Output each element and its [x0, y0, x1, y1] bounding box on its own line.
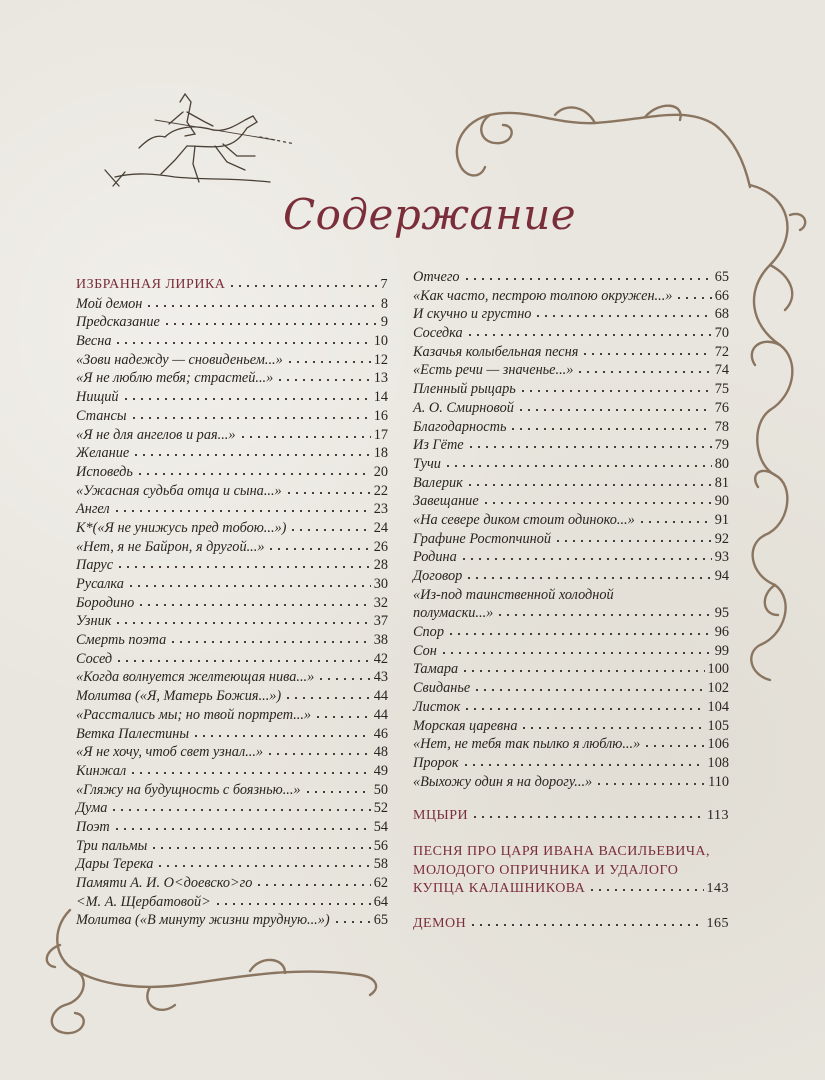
toc-entry-title: Графине Ростопчиной	[413, 530, 552, 547]
dot-leader	[463, 271, 712, 281]
scroll-ornament-right	[730, 175, 820, 695]
dot-leader	[129, 765, 370, 775]
toc-entry[interactable]	[413, 324, 729, 343]
toc-page-number: 72	[714, 343, 729, 360]
toc-page-number: 8	[380, 295, 388, 312]
dot-leader	[638, 514, 712, 524]
toc-entry[interactable]	[76, 407, 388, 426]
toc-entry[interactable]	[76, 351, 388, 370]
toc-entry-title: Сон	[413, 642, 437, 659]
toc-entry[interactable]	[413, 604, 729, 623]
toc-entry-title: Русалка	[76, 576, 124, 592]
toc-page-number: 79	[714, 437, 729, 454]
toc-entry-title: ИЗБРАННАЯ ЛИРИКА	[76, 277, 226, 292]
toc-page-number: 52	[373, 800, 388, 817]
toc-page-number: 7	[380, 277, 388, 292]
dot-leader	[255, 877, 370, 887]
dot-leader	[576, 364, 711, 374]
toc-entry[interactable]	[76, 556, 388, 575]
toc-page-number: 113	[707, 808, 729, 824]
toc-entry[interactable]	[413, 698, 729, 717]
toc-page-number: 44	[373, 706, 388, 723]
dot-leader	[137, 597, 370, 607]
toc-entry[interactable]	[413, 287, 729, 306]
dot-leader	[467, 439, 712, 449]
toc-page-number: 46	[373, 725, 388, 742]
toc-entry-title: Ангел	[76, 501, 110, 518]
toc-entry[interactable]	[413, 623, 729, 642]
toc-page-number: 106	[707, 736, 729, 753]
toc-page-number: 58	[373, 856, 388, 873]
dot-leader	[304, 784, 371, 794]
scroll-ornament-top	[445, 95, 755, 190]
toc-entry[interactable]	[76, 500, 388, 519]
toc-entry[interactable]	[413, 380, 729, 399]
toc-entry-title: Стансы	[76, 407, 127, 424]
toc-entry-title: «Когда волнуется желтеющая нива...»	[76, 669, 315, 686]
toc-entry-title: «Я не хочу, чтоб свет узнал...»	[76, 744, 264, 761]
toc-entry-title: Поэт	[76, 818, 110, 835]
toc-page-number: 26	[373, 538, 388, 555]
dot-leader	[116, 559, 371, 569]
toc-column-left	[76, 276, 388, 930]
dot-leader	[554, 533, 712, 543]
toc-entry-title: Смерть поэта	[76, 632, 167, 649]
toc-entry[interactable]	[413, 268, 729, 287]
dot-leader	[169, 634, 370, 644]
toc-entry[interactable]	[76, 388, 388, 407]
toc-page-number: 65	[714, 269, 729, 285]
dot-leader	[276, 372, 370, 382]
toc-entry[interactable]	[76, 668, 388, 687]
toc-page-number: 94	[714, 568, 729, 584]
toc-entry-title: К*(«Я не унижусь пред тобою...»)	[76, 519, 287, 536]
toc-entry[interactable]	[76, 612, 388, 631]
dot-leader	[150, 840, 370, 850]
toc-page-number: 16	[373, 407, 388, 424]
toc-entry[interactable]	[76, 781, 388, 800]
toc-page-number: 38	[373, 632, 388, 649]
toc-page-number: 165	[706, 915, 729, 931]
toc-entry-title: Три пальмы	[76, 837, 148, 854]
dot-leader	[114, 335, 370, 345]
toc-entry[interactable]	[413, 567, 729, 586]
toc-entry-title: «Зови надежду — сновиденьем...»	[76, 351, 283, 368]
toc-entry[interactable]	[413, 530, 729, 549]
toc-page-number: 56	[373, 837, 388, 854]
toc-page-number: 75	[714, 381, 729, 398]
toc-entry-title: Узник	[76, 613, 112, 630]
toc-entry[interactable]	[413, 305, 729, 324]
dot-leader	[595, 776, 705, 786]
toc-entry[interactable]	[413, 399, 729, 418]
toc-page-number: 76	[714, 399, 729, 416]
dot-leader	[675, 290, 711, 300]
toc-entry-title: Парус	[76, 557, 114, 574]
toc-entry-title: Пленный рыцарь	[413, 381, 516, 398]
toc-column-right	[413, 268, 729, 933]
toc-entry-title: Пророк	[413, 754, 459, 771]
toc-entry-title: Тамара	[413, 661, 459, 678]
dot-leader	[581, 346, 711, 356]
toc-entry-title: «Ужасная судьба отца и сына...»	[76, 482, 282, 499]
dot-leader	[460, 551, 712, 561]
toc-page-number: 99	[714, 642, 729, 659]
toc-page-number: 14	[373, 389, 388, 406]
toc-entry[interactable]	[76, 911, 388, 930]
toc-entry[interactable]	[413, 642, 729, 661]
toc-entry[interactable]	[413, 660, 729, 679]
toc-page-number: 108	[707, 754, 729, 771]
toc-entry[interactable]	[413, 511, 729, 530]
toc-entry-title: Мой демон	[76, 295, 143, 312]
toc-entry[interactable]	[76, 762, 388, 781]
toc-entry-title: Соседка	[413, 325, 463, 342]
toc-page-number: 96	[714, 624, 729, 641]
toc-section-title-line: МОЛОДОГО ОПРИЧНИКА И УДАЛОГО	[413, 862, 679, 878]
toc-page-number: 22	[373, 482, 388, 499]
dot-leader	[113, 503, 371, 513]
dot-leader	[122, 391, 371, 401]
dot-leader	[520, 720, 704, 730]
toc-entry-title: Памяти А. И. О<доевско>го	[76, 875, 253, 891]
dot-leader	[214, 896, 371, 906]
toc-entry-title: Нищий	[76, 389, 119, 406]
toc-entry-title: «Нет, не тебя так пылко я люблю...»	[413, 736, 641, 753]
toc-page-number: 105	[707, 717, 729, 734]
toc-entry[interactable]	[76, 295, 388, 314]
toc-entry-title: «Я не для ангелов и рая...»	[76, 426, 236, 443]
dot-leader	[163, 316, 378, 326]
dot-leader	[466, 477, 712, 487]
dot-leader	[643, 738, 704, 748]
toc-page-number: 78	[714, 418, 729, 435]
toc-page-number: 32	[373, 594, 388, 611]
dot-leader	[466, 327, 712, 337]
dot-leader	[461, 663, 704, 673]
toc-page-number: 93	[714, 549, 729, 566]
toc-page-number: 92	[714, 530, 729, 547]
dot-leader	[136, 466, 371, 476]
toc-page-number: 54	[373, 818, 388, 835]
toc-entry-title: Морская царевна	[413, 717, 518, 734]
toc-page-number: 102	[707, 680, 729, 697]
toc-page-number: 74	[714, 362, 729, 379]
toc-page-number: 65	[373, 912, 388, 929]
toc-entry[interactable]	[76, 313, 388, 332]
toc-entry-title: «Как часто, пестрою толпою окружен...»	[413, 287, 673, 304]
toc-entry-title: Молитва («В минуту жизни трудную...»)	[76, 912, 330, 929]
dot-leader	[130, 410, 371, 420]
toc-entry-title: МЦЫРИ	[413, 808, 469, 824]
dot-leader	[471, 809, 704, 819]
toc-entry-title: И скучно и грустно	[413, 306, 532, 323]
toc-page-number: 62	[373, 875, 388, 891]
toc-entry[interactable]	[76, 538, 388, 557]
toc-entry-title: Желание	[76, 445, 130, 462]
toc-entry[interactable]	[413, 455, 729, 474]
toc-page-number: 68	[714, 306, 729, 323]
toc-entry-title-line: «Из-под таинственной холодной	[413, 586, 614, 603]
toc-entry-title: Договор	[413, 568, 463, 584]
toc-page-number: 37	[373, 613, 388, 630]
dot-leader	[444, 458, 712, 468]
dot-leader	[284, 690, 371, 700]
dot-leader	[127, 578, 371, 588]
dot-leader	[192, 728, 371, 738]
toc-page-number: 30	[373, 576, 388, 592]
toc-entry-title: «На севере диком стоит одиноко...»	[413, 511, 635, 528]
toc-entry[interactable]	[413, 717, 729, 736]
toc-entry-title: Казачья колыбельная песня	[413, 343, 579, 360]
toc-page-number: 43	[373, 669, 388, 686]
toc-entry-title: Отчего	[413, 269, 460, 285]
toc-entry-title: А. О. Смирновой	[413, 399, 514, 416]
dot-leader	[317, 671, 370, 681]
toc-entry[interactable]	[76, 444, 388, 463]
toc-entry[interactable]	[76, 575, 388, 594]
dot-leader	[113, 821, 371, 831]
toc-page-number: 66	[714, 287, 729, 304]
dot-leader	[266, 746, 371, 756]
toc-entry[interactable]	[76, 369, 388, 388]
toc-page-number: 44	[373, 688, 388, 705]
toc-section-entry[interactable]	[413, 880, 729, 899]
toc-entry-title: Бородино	[76, 594, 135, 611]
toc-page-number: 9	[380, 314, 388, 331]
dot-leader	[286, 354, 371, 364]
dot-leader	[473, 682, 704, 692]
toc-entry[interactable]	[76, 650, 388, 669]
toc-entry[interactable]	[413, 361, 729, 380]
toc-page-number: 23	[373, 501, 388, 518]
dot-leader	[482, 495, 712, 505]
toc-page-number: 110	[708, 773, 729, 790]
toc-entry[interactable]	[76, 631, 388, 650]
toc-page-number: 80	[714, 455, 729, 472]
dot-leader	[239, 429, 371, 439]
dot-leader	[447, 626, 712, 636]
toc-page-number: 18	[373, 445, 388, 462]
toc-entry-title: Из Гёте	[413, 437, 464, 454]
toc-section-entry[interactable]	[413, 807, 729, 826]
dot-leader	[228, 278, 377, 288]
toc-entry[interactable]	[76, 594, 388, 613]
toc-entry[interactable]	[413, 679, 729, 698]
toc-page-number: 13	[373, 370, 388, 387]
dot-leader	[132, 447, 370, 457]
toc-page-number: 24	[373, 519, 388, 536]
toc-entry-title: Свиданье	[413, 680, 471, 697]
toc-page-number: 143	[706, 880, 729, 896]
toc-entry[interactable]	[413, 735, 729, 754]
toc-entry-title: «Есть речи — значенье...»	[413, 362, 574, 379]
dot-leader	[333, 914, 371, 924]
toc-entry-title: «Расстались мы; но твой портрет...»	[76, 706, 312, 723]
toc-page-number: 20	[373, 463, 388, 480]
dot-leader	[534, 308, 711, 318]
toc-entry-title: Дары Терека	[76, 856, 154, 873]
toc-entry-title: Тучи	[413, 455, 441, 472]
toc-page-number: 10	[373, 333, 388, 350]
toc-entry-title: Молитва («Я, Матерь Божия...»)	[76, 688, 282, 705]
toc-entry[interactable]	[76, 818, 388, 837]
dot-leader	[519, 383, 712, 393]
dot-leader	[440, 645, 712, 655]
toc-entry[interactable]	[413, 418, 729, 437]
dot-leader	[267, 541, 370, 551]
toc-entry[interactable]	[76, 519, 388, 538]
toc-entry-title: Предсказание	[76, 314, 160, 331]
toc-entry-title: «Гляжу на будущность с боязнью...»	[76, 781, 301, 798]
toc-entry-title: ДЕМОН	[413, 915, 467, 931]
toc-entry[interactable]	[76, 482, 388, 501]
toc-entry[interactable]	[413, 754, 729, 773]
toc-entry-title: Завещание	[413, 493, 479, 510]
dot-leader	[463, 701, 704, 711]
toc-section-entry[interactable]	[76, 276, 388, 295]
toc-page-number: 42	[373, 650, 388, 667]
toc-entry[interactable]	[76, 874, 388, 893]
toc-page-number: 91	[714, 511, 729, 528]
toc-entry[interactable]	[76, 743, 388, 762]
toc-page-number: 49	[373, 762, 388, 779]
toc-entry-title: Спор	[413, 624, 444, 641]
toc-entry[interactable]	[76, 463, 388, 482]
dot-leader	[465, 570, 711, 580]
toc-entry[interactable]	[76, 332, 388, 351]
toc-entry[interactable]	[76, 687, 388, 706]
toc-entry[interactable]	[413, 474, 729, 493]
dot-leader	[285, 485, 371, 495]
toc-entry[interactable]	[413, 548, 729, 567]
dot-leader	[110, 802, 370, 812]
toc-entry[interactable]	[76, 837, 388, 856]
toc-page-number: 48	[373, 744, 388, 761]
toc-entry-title: Ветка Палестины	[76, 725, 190, 742]
toc-entry-title: Благодарность	[413, 418, 507, 435]
toc-entry-title: полумаски...»	[413, 605, 494, 622]
toc-page-number: 50	[373, 781, 388, 798]
toc-page-number: 81	[714, 474, 729, 491]
toc-entry[interactable]	[413, 773, 729, 792]
toc-entry-title: КУПЦА КАЛАШНИКОВА	[413, 880, 586, 896]
toc-section-title-line: ПЕСНЯ ПРО ЦАРЯ ИВАНА ВАСИЛЬЕВИЧА,	[413, 843, 711, 859]
horse-rider-illustration	[95, 82, 300, 197]
dot-leader	[145, 298, 378, 308]
toc-page-number: 90	[714, 493, 729, 510]
dot-leader	[588, 882, 703, 892]
dot-leader	[469, 917, 703, 927]
toc-page-number: 100	[707, 661, 729, 678]
toc-entry[interactable]	[76, 725, 388, 744]
toc-entry[interactable]	[76, 893, 388, 912]
toc-entry-title: Дума	[76, 800, 108, 817]
page-title: Содержание	[283, 190, 577, 239]
toc-entry-title: Весна	[76, 333, 112, 350]
dot-leader	[289, 522, 370, 532]
toc-entry-title: Валерик	[413, 474, 463, 491]
toc-entry-title: «Выхожу один я на дорогу...»	[413, 773, 593, 790]
dot-leader	[156, 858, 370, 868]
toc-entry-title: «Нет, я не Байрон, я другой...»	[76, 538, 265, 555]
toc-section-entry[interactable]	[413, 915, 729, 934]
toc-entry[interactable]	[413, 343, 729, 362]
dot-leader	[462, 757, 705, 767]
toc-entry-title: Сосед	[76, 650, 113, 667]
toc-entry[interactable]	[76, 855, 388, 874]
toc-page-number: 28	[373, 557, 388, 574]
toc-entry[interactable]	[413, 436, 729, 455]
dot-leader	[114, 615, 370, 625]
toc-entry-title: Кинжал	[76, 762, 127, 779]
toc-page-number: 95	[714, 605, 729, 622]
toc-entry-title: Родина	[413, 549, 457, 566]
dot-leader	[517, 402, 712, 412]
toc-entry-title: Исповедь	[76, 463, 133, 480]
dot-leader	[314, 709, 371, 719]
toc-entry-title: Листок	[413, 698, 461, 715]
toc-entry-title: «Я не люблю тебя; страстей...»	[76, 370, 274, 387]
dot-leader	[509, 421, 711, 431]
toc-page-number: 64	[373, 893, 388, 910]
toc-entry[interactable]	[76, 706, 388, 725]
toc-page-number: 17	[373, 426, 388, 443]
toc-entry[interactable]	[413, 492, 729, 511]
toc-page-number: 104	[707, 698, 729, 715]
toc-entry[interactable]	[76, 426, 388, 445]
toc-entry[interactable]	[76, 799, 388, 818]
toc-page-number: 70	[714, 325, 729, 342]
toc-entry-title: <М. А. Щербатовой>	[76, 893, 211, 910]
dot-leader	[115, 653, 371, 663]
toc-page-number: 12	[373, 351, 388, 368]
dot-leader	[496, 607, 711, 617]
